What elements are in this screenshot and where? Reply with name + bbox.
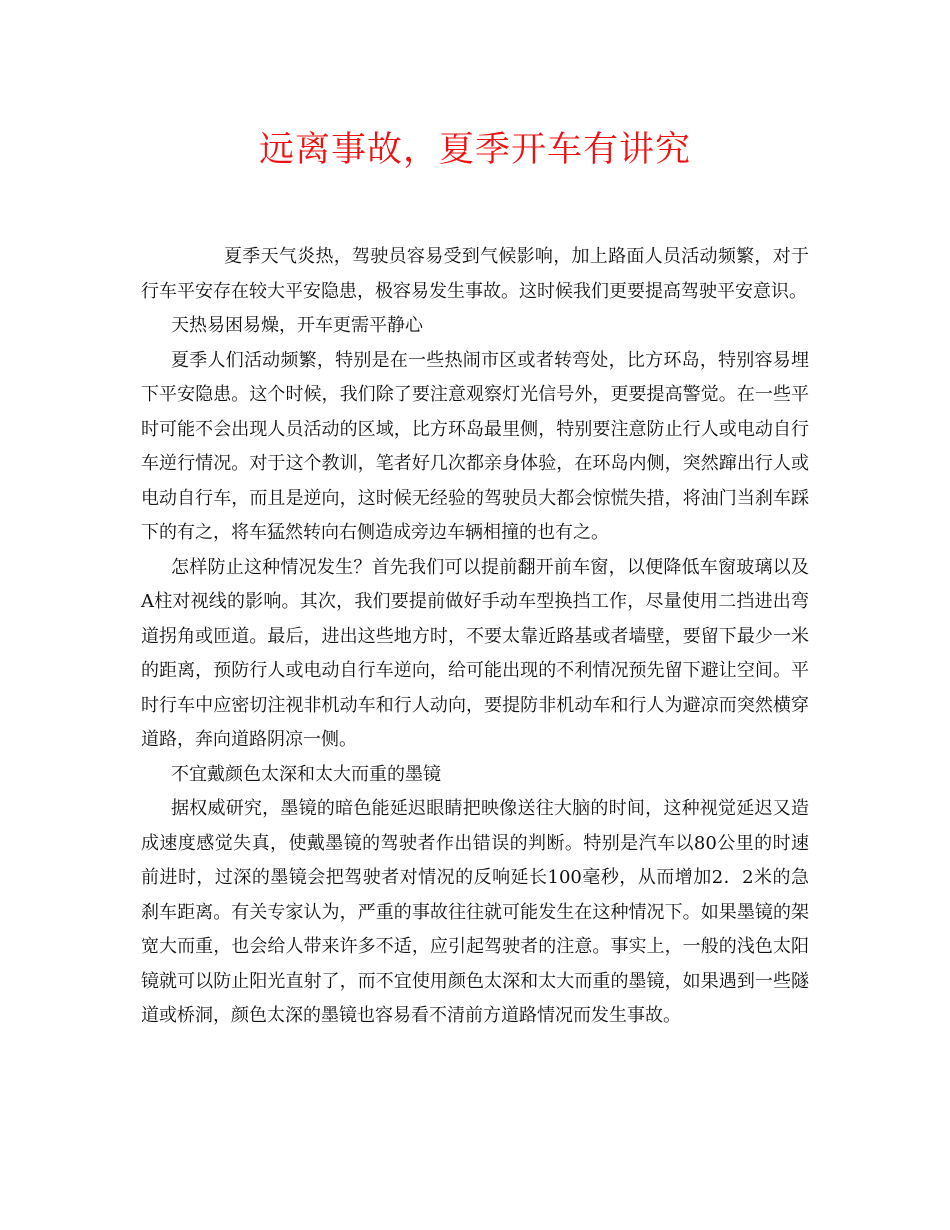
body-paragraph: 据权威研究，墨镜的暗色能延迟眼睛把映像送往大脑的时间，这种视觉延迟又造成速度感觉失真，使戴墨镜的驾驶者作出错误的判断。特别是汽车以80公里的时速前进时，过深的墨镜会把驾驶者对情况的反响延长100毫秒，从而增加2．2米的急刹车距离。有关专家认为，严重的事故往往就可能发生在这种情况下。如果墨镜的架宽大而重，也会给人带来许多不适，应引起驾驶者的注意。事实上，一般的浅色太阳镜就可以防止阳光直射了，而不宜使用颜色太深和太大而重的墨镜，如果遇到一些隧道或桥洞，颜色太深的墨镜也容易看不清前方道路情况而发生事故。 [141, 798, 809, 1026]
section-heading: 不宜戴颜色太深和太大而重的墨镜 [171, 763, 441, 785]
document-title: 远离事故，夏季开车有讲究 [258, 130, 691, 170]
body-paragraph: 怎样防止这种情况发生？首先我们可以提前翻开前车窗，以便降低车窗玻璃以及A柱对视线的影响。其次，我们要提前做好手动车型换挡工作，尽量使用二挡进出弯道拐角或匝道。最后，进出这些地方时，不要太靠近路基或者墙壁，要留下最少一米的距离，预防行人或电动自行车逆向，给可能出现的不利情况预先留下避让空间。平时行车中应密切注视非机动车和行人动向，要提防非机动车和行人为避凉而突然横穿道路，奔向道路阴凉一侧。 [141, 556, 809, 750]
document-body [141, 240, 809, 1034]
section-heading: 天热易困易燥，开车更需平静心 [171, 315, 423, 336]
intro-paragraph: 夏季天气炎热，驾驶员容易受到气候影响，加上路面人员活动频繁，对于行车平安存在较大平安隐患，极容易发生事故。这时候我们更要提高驾驶平安意识。 [141, 246, 809, 302]
body-paragraph: 夏季人们活动频繁，特别是在一些热闹市区或者转弯处，比方环岛，特别容易埋下平安隐患。这个时候，我们除了要注意观察灯光信号外，更要提高警觉。在一些平时可能不会出现人员活动的区域，比方环岛最里侧，特别要注意防止行人或电动自行车逆行情况。对于这个教训，笔者好几次都亲身体验，在环岛内侧，突然蹿出行人或电动自行车，而且是逆向，这时候无经验的驾驶员大都会惊慌失措，将油门当刹车踩下的有之，将车猛然转向右侧造成旁边车辆相撞的也有之。 [141, 349, 809, 543]
